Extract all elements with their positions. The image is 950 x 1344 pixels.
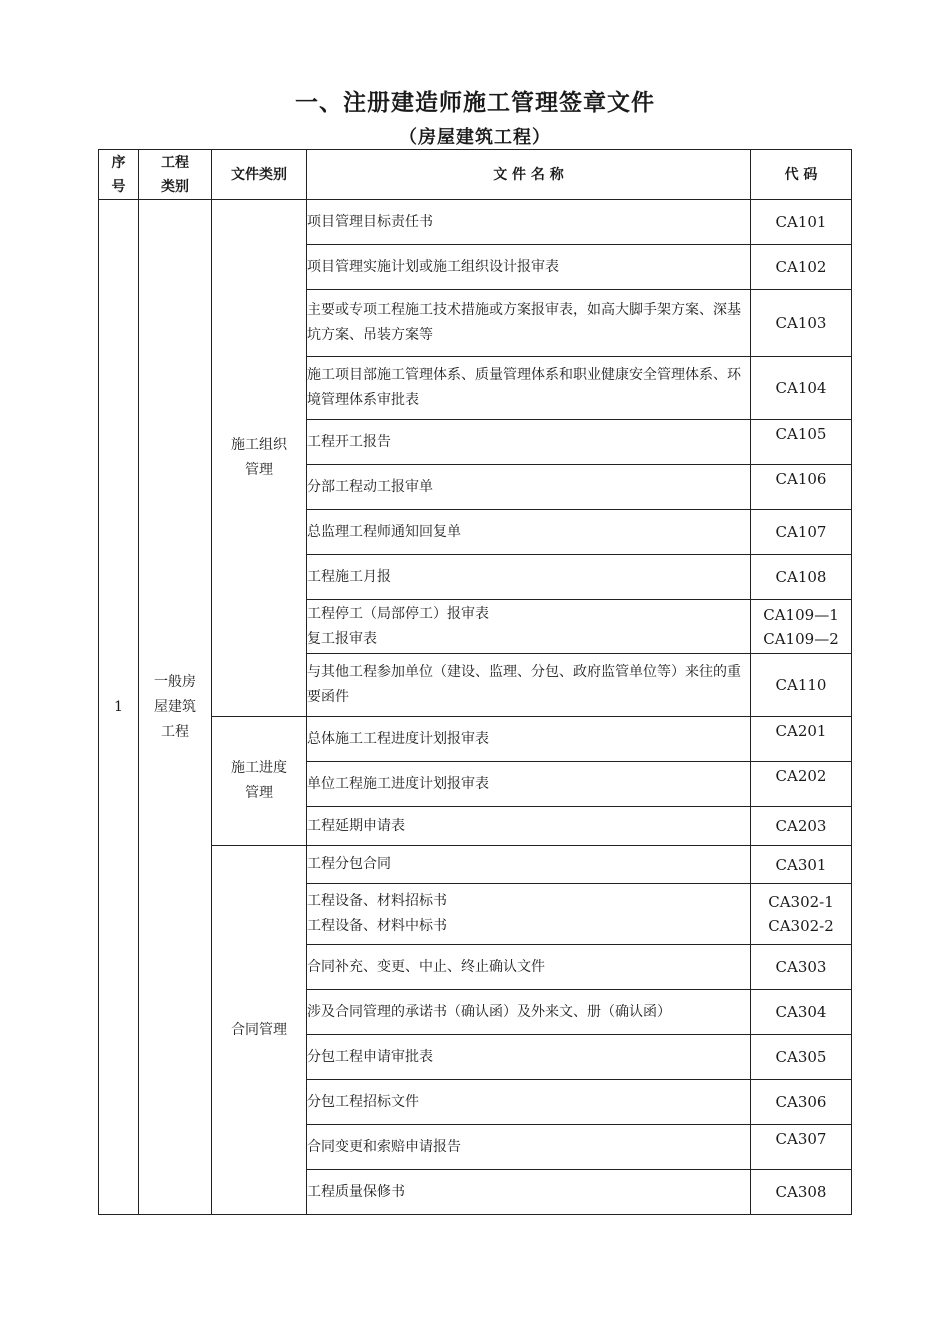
document-code: CA303 <box>751 945 852 990</box>
table-row <box>99 846 852 884</box>
header-seq: 序 号 <box>99 150 139 200</box>
document-code: CA105 <box>751 420 852 465</box>
document-code: CA102 <box>751 245 852 290</box>
document-name: 分包工程申请审批表 <box>307 1035 751 1080</box>
document-code: CA106 <box>751 465 852 510</box>
document-name: 工程质量保修书 <box>307 1170 751 1215</box>
document-name: 总监理工程师通知回复单 <box>307 510 751 555</box>
category-contract-management: 合同管理 <box>212 846 307 1215</box>
document-name: 涉及合同管理的承诺书（确认函）及外来文、册（确认函） <box>307 990 751 1035</box>
document-name: 分包工程招标文件 <box>307 1080 751 1125</box>
page-title: 一、注册建造师施工管理签章文件 <box>295 90 655 116</box>
document-name: 合同补充、变更、中止、终止确认文件 <box>307 945 751 990</box>
document-name: 工程分包合同 <box>307 846 751 884</box>
document-name: 工程延期申请表 <box>307 807 751 846</box>
document-code: CA104 <box>751 357 852 420</box>
header-code: 代 码 <box>751 150 852 200</box>
document-code: CA201 <box>751 717 852 762</box>
header-category: 文件类别 <box>212 150 307 200</box>
document-code: CA203 <box>751 807 852 846</box>
document-code: CA308 <box>751 1170 852 1215</box>
document-name: 项目管理实施计划或施工组织设计报审表 <box>307 245 751 290</box>
document-code: CA107 <box>751 510 852 555</box>
document-name: 与其他工程参加单位（建设、监理、分包、政府监管单位等）来往的重要函件 <box>307 654 751 717</box>
document-name: 工程施工月报 <box>307 555 751 600</box>
table-row <box>99 200 852 245</box>
project-type-cell: 一般房 屋建筑 工程 <box>139 200 212 1215</box>
document-name: 施工项目部施工管理体系、质量管理体系和职业健康安全管理体系、环境管理体系审批表 <box>307 357 751 420</box>
seq-cell: 1 <box>99 200 139 1215</box>
document-code: CA302-1 CA302-2 <box>751 884 852 945</box>
header-project-type: 工程 类别 <box>139 150 212 200</box>
document-code: CA108 <box>751 555 852 600</box>
document-name: 工程停工（局部停工）报审表 复工报审表 <box>307 600 751 654</box>
document-code: CA109—1 CA109—2 <box>751 600 852 654</box>
document-code: CA301 <box>751 846 852 884</box>
document-name: 项目管理目标责任书 <box>307 200 751 245</box>
document-name: 单位工程施工进度计划报审表 <box>307 762 751 807</box>
category-construction-schedule: 施工进度 管理 <box>212 717 307 846</box>
header-document-name: 文 件 名 称 <box>307 150 751 200</box>
category-construction-organization: 施工组织 管理 <box>212 200 307 717</box>
document-code: CA304 <box>751 990 852 1035</box>
document-code: CA103 <box>751 290 852 357</box>
document-name: 分部工程动工报审单 <box>307 465 751 510</box>
document-name: 总体施工工程进度计划报审表 <box>307 717 751 762</box>
document-code: CA101 <box>751 200 852 245</box>
document-name: 工程设备、材料招标书 工程设备、材料中标书 <box>307 884 751 945</box>
table-row <box>99 717 852 762</box>
document-name: 合同变更和索赔申请报告 <box>307 1125 751 1170</box>
signature-documents-table <box>98 149 852 1215</box>
document-code: CA202 <box>751 762 852 807</box>
table-header-row <box>99 150 852 200</box>
document-code: CA305 <box>751 1035 852 1080</box>
document-name: 工程开工报告 <box>307 420 751 465</box>
document-name: 主要或专项工程施工技术措施或方案报审表，如高大脚手架方案、深基坑方案、吊装方案等 <box>307 290 751 357</box>
document-code: CA306 <box>751 1080 852 1125</box>
page-subtitle: （房屋建筑工程） <box>399 127 551 148</box>
document-code: CA110 <box>751 654 852 717</box>
document-code: CA307 <box>751 1125 852 1170</box>
